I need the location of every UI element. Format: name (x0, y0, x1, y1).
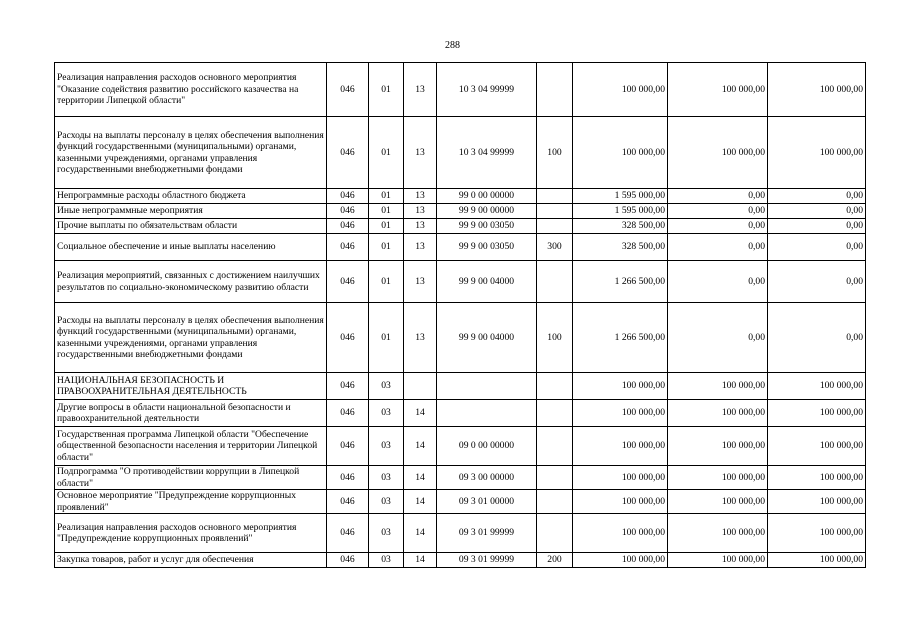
row-sum-1: 100 000,00 (573, 63, 668, 117)
row-sum-3: 100 000,00 (768, 117, 866, 189)
row-name: Расходы на выплаты персоналу в целях обеспечения выполнения функций государственными (муниципальными) органами, казенными учреждениями, органами управления государственными внебюджетными фондами (55, 303, 327, 373)
row-gr-code: 046 (327, 219, 369, 234)
row-sum-1: 1 595 000,00 (573, 204, 668, 219)
table-row (55, 204, 866, 219)
row-name: Основное мероприятие "Предупреждение коррупционных проявлений" (55, 490, 327, 514)
row-cs-code: 99 9 00 04000 (437, 261, 537, 303)
table-row (55, 189, 866, 204)
row-sum-1: 100 000,00 (573, 373, 668, 400)
row-name: НАЦИОНАЛЬНАЯ БЕЗОПАСНОСТЬ И ПРАВООХРАНИТЕЛЬНАЯ ДЕЯТЕЛЬНОСТЬ (55, 373, 327, 400)
row-rz-code: 01 (369, 219, 404, 234)
table-row (55, 553, 866, 568)
row-sum-1: 100 000,00 (573, 514, 668, 553)
row-rz-code: 01 (369, 303, 404, 373)
row-rz-code: 03 (369, 490, 404, 514)
row-sum-1: 100 000,00 (573, 400, 668, 427)
row-gr-code: 046 (327, 373, 369, 400)
row-gr-code: 046 (327, 514, 369, 553)
row-sum-1: 100 000,00 (573, 553, 668, 568)
row-sum-1: 1 595 000,00 (573, 189, 668, 204)
row-vr-code: 100 (537, 117, 573, 189)
row-vr-code (537, 189, 573, 204)
row-name: Подпрограмма "О противодействии коррупции в Липецкой области" (55, 466, 327, 490)
table-row (55, 514, 866, 553)
row-gr-code: 046 (327, 63, 369, 117)
row-name: Непрограммные расходы областного бюджета (55, 189, 327, 204)
row-sum-2: 100 000,00 (668, 514, 768, 553)
row-vr-code (537, 400, 573, 427)
row-sum-3: 100 000,00 (768, 400, 866, 427)
row-name: Закупка товаров, работ и услуг для обеспечения (55, 553, 327, 568)
row-pr-code: 14 (404, 553, 437, 568)
row-sum-3: 0,00 (768, 219, 866, 234)
row-pr-code: 13 (404, 117, 437, 189)
row-pr-code: 13 (404, 234, 437, 261)
row-sum-1: 1 266 500,00 (573, 303, 668, 373)
row-sum-3: 0,00 (768, 204, 866, 219)
table-row (55, 490, 866, 514)
row-vr-code (537, 427, 573, 466)
row-vr-code (537, 219, 573, 234)
row-pr-code: 14 (404, 514, 437, 553)
row-gr-code: 046 (327, 490, 369, 514)
budget-table-body (55, 63, 866, 568)
row-gr-code: 046 (327, 234, 369, 261)
row-sum-3: 0,00 (768, 234, 866, 261)
row-cs-code: 99 9 00 03050 (437, 234, 537, 261)
row-vr-code (537, 373, 573, 400)
row-name: Расходы на выплаты персоналу в целях обеспечения выполнения функций государственными (муниципальными) органами, казенными учреждениями, органами управления государственными внебюджетными фондами (55, 117, 327, 189)
row-sum-2: 0,00 (668, 261, 768, 303)
row-gr-code: 046 (327, 303, 369, 373)
row-name: Иные непрограммные мероприятия (55, 204, 327, 219)
row-rz-code: 01 (369, 189, 404, 204)
row-sum-3: 100 000,00 (768, 466, 866, 490)
row-name: Другие вопросы в области национальной безопасности и правоохранительной деятельности (55, 400, 327, 427)
budget-table (54, 62, 866, 568)
row-gr-code: 046 (327, 189, 369, 204)
row-sum-3: 0,00 (768, 189, 866, 204)
row-pr-code: 13 (404, 63, 437, 117)
row-vr-code (537, 490, 573, 514)
row-gr-code: 046 (327, 400, 369, 427)
row-gr-code: 046 (327, 117, 369, 189)
row-pr-code (404, 373, 437, 400)
row-vr-code (537, 63, 573, 117)
row-cs-code: 09 0 00 00000 (437, 427, 537, 466)
row-vr-code (537, 466, 573, 490)
row-pr-code: 14 (404, 466, 437, 490)
row-sum-2: 100 000,00 (668, 400, 768, 427)
row-sum-2: 0,00 (668, 303, 768, 373)
row-sum-2: 0,00 (668, 204, 768, 219)
row-gr-code: 046 (327, 427, 369, 466)
row-cs-code: 09 3 01 99999 (437, 553, 537, 568)
row-pr-code: 14 (404, 427, 437, 466)
row-cs-code: 10 3 04 99999 (437, 117, 537, 189)
row-vr-code (537, 261, 573, 303)
row-pr-code: 13 (404, 189, 437, 204)
row-pr-code: 13 (404, 261, 437, 303)
row-rz-code: 01 (369, 204, 404, 219)
row-cs-code: 99 9 00 04000 (437, 303, 537, 373)
row-sum-3: 100 000,00 (768, 514, 866, 553)
row-cs-code: 99 9 00 00000 (437, 204, 537, 219)
row-name: Реализация направления расходов основного мероприятия "Предупреждение коррупционных проявлений" (55, 514, 327, 553)
row-cs-code: 99 0 00 00000 (437, 189, 537, 204)
row-pr-code: 14 (404, 400, 437, 427)
row-sum-2: 100 000,00 (668, 373, 768, 400)
row-pr-code: 13 (404, 204, 437, 219)
row-sum-3: 100 000,00 (768, 427, 866, 466)
row-rz-code: 03 (369, 466, 404, 490)
row-sum-1: 328 500,00 (573, 234, 668, 261)
table-row (55, 373, 866, 400)
row-sum-3: 0,00 (768, 261, 866, 303)
row-cs-code: 10 3 04 99999 (437, 63, 537, 117)
row-rz-code: 03 (369, 553, 404, 568)
row-pr-code: 13 (404, 219, 437, 234)
page-number: 288 (445, 40, 460, 51)
row-sum-2: 0,00 (668, 234, 768, 261)
table-row (55, 219, 866, 234)
row-rz-code: 03 (369, 514, 404, 553)
row-name: Государственная программа Липецкой области "Обеспечение общественной безопасности населения и территории Липецкой области" (55, 427, 327, 466)
row-sum-3: 100 000,00 (768, 63, 866, 117)
row-sum-2: 100 000,00 (668, 466, 768, 490)
row-name: Социальное обеспечение и иные выплаты населению (55, 234, 327, 261)
row-vr-code: 200 (537, 553, 573, 568)
row-sum-3: 0,00 (768, 303, 866, 373)
table-row (55, 117, 866, 189)
table-row (55, 466, 866, 490)
row-cs-code: 09 3 01 00000 (437, 490, 537, 514)
row-sum-2: 100 000,00 (668, 427, 768, 466)
row-gr-code: 046 (327, 204, 369, 219)
row-cs-code: 09 3 01 99999 (437, 514, 537, 553)
table-row (55, 400, 866, 427)
row-vr-code (537, 204, 573, 219)
row-name: Реализация мероприятий, связанных с достижением наилучших результатов по социально-экономическому развитию области (55, 261, 327, 303)
row-cs-code (437, 373, 537, 400)
row-sum-3: 100 000,00 (768, 490, 866, 514)
row-pr-code: 14 (404, 490, 437, 514)
table-row (55, 234, 866, 261)
row-sum-1: 100 000,00 (573, 466, 668, 490)
row-sum-1: 100 000,00 (573, 117, 668, 189)
row-rz-code: 01 (369, 63, 404, 117)
row-cs-code: 09 3 00 00000 (437, 466, 537, 490)
row-sum-2: 0,00 (668, 189, 768, 204)
row-sum-1: 328 500,00 (573, 219, 668, 234)
row-gr-code: 046 (327, 261, 369, 303)
row-rz-code: 01 (369, 117, 404, 189)
row-cs-code: 99 9 00 03050 (437, 219, 537, 234)
row-vr-code: 300 (537, 234, 573, 261)
row-sum-1: 1 266 500,00 (573, 261, 668, 303)
row-sum-3: 100 000,00 (768, 553, 866, 568)
row-sum-2: 100 000,00 (668, 117, 768, 189)
row-sum-2: 100 000,00 (668, 553, 768, 568)
table-row (55, 427, 866, 466)
row-name: Прочие выплаты по обязательствам области (55, 219, 327, 234)
row-cs-code (437, 400, 537, 427)
row-rz-code: 01 (369, 261, 404, 303)
row-gr-code: 046 (327, 553, 369, 568)
row-vr-code (537, 514, 573, 553)
row-rz-code: 03 (369, 400, 404, 427)
row-sum-2: 100 000,00 (668, 490, 768, 514)
table-row (55, 261, 866, 303)
row-rz-code: 03 (369, 373, 404, 400)
table-row (55, 303, 866, 373)
row-rz-code: 01 (369, 234, 404, 261)
row-vr-code: 100 (537, 303, 573, 373)
table-row (55, 63, 866, 117)
row-name: Реализация направления расходов основного мероприятия "Оказание содействия развитию российского казачества на территории Липецкой области" (55, 63, 327, 117)
row-sum-2: 100 000,00 (668, 63, 768, 117)
row-gr-code: 046 (327, 466, 369, 490)
row-pr-code: 13 (404, 303, 437, 373)
row-sum-1: 100 000,00 (573, 490, 668, 514)
row-sum-1: 100 000,00 (573, 427, 668, 466)
row-sum-3: 100 000,00 (768, 373, 866, 400)
row-sum-2: 0,00 (668, 219, 768, 234)
row-rz-code: 03 (369, 427, 404, 466)
